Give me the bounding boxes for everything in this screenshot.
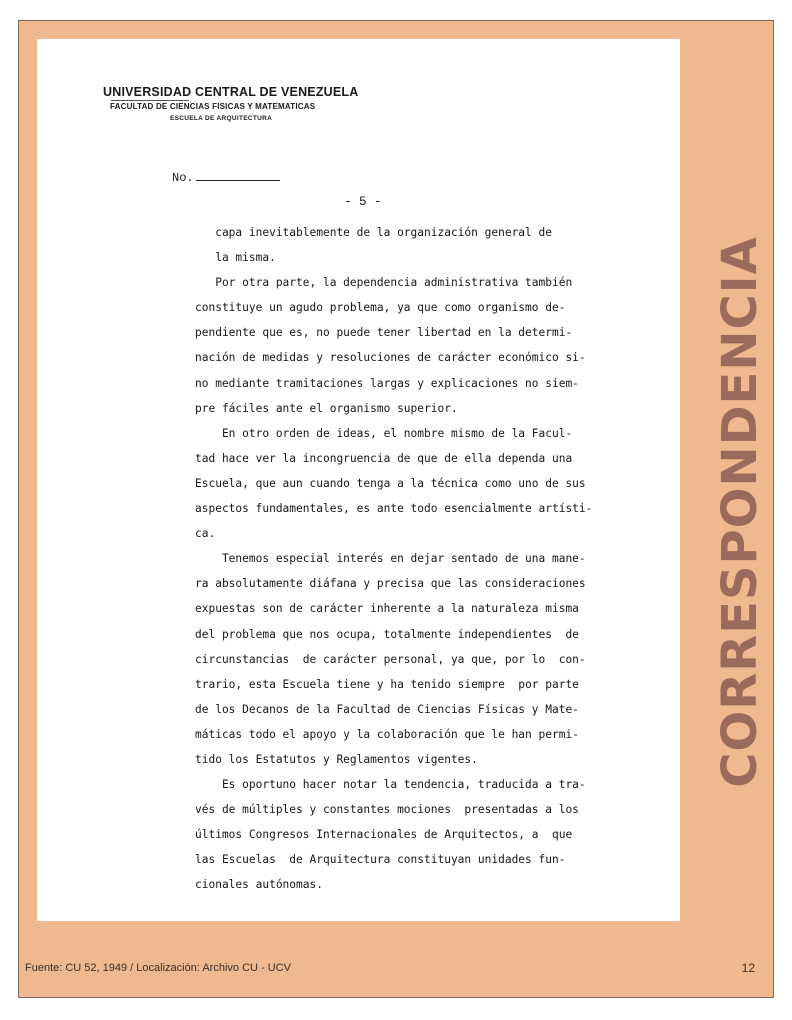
text-line: circunstancias de carácter personal, ya que, por lo con- — [195, 652, 586, 666]
text-line: aspectos fundamentales, es ante todo esencialmente artísti- — [195, 502, 593, 516]
text-line: pendiente que es, no puede tener libertad en la determi- — [195, 326, 573, 340]
text-line: vés de múltiples y constantes mociones presentadas a los — [195, 803, 579, 817]
side-title-text: CORRESPONDENCIA — [712, 236, 768, 788]
university-name: UNIVERSIDAD CENTRAL DE VENEZUELA — [103, 85, 359, 99]
text-line: máticas todo el apoyo y la colaboración que le han permi- — [195, 727, 579, 741]
number-blank — [196, 170, 280, 181]
page-frame — [18, 20, 774, 998]
document-number — [172, 170, 280, 185]
text-line: la misma. — [195, 251, 276, 265]
text-line: expuestas son de carácter inherente a la naturaleza misma — [195, 602, 579, 616]
text-line: tad hace ver la incongruencia de que de ella dependa una — [195, 451, 573, 465]
number-label: No. — [172, 171, 194, 185]
text-line: ra absolutamente diáfana y precisa que las consideraciones — [195, 577, 586, 591]
letter-body — [195, 220, 592, 898]
text-line: tido los Estatutos y Reglamentos vigentes. — [195, 752, 478, 766]
text-line: pre fáciles ante el organismo superior. — [195, 401, 458, 415]
school-name: ESCUELA DE ARQUITECTURA — [170, 115, 273, 122]
page-marker: - 5 - — [344, 195, 382, 209]
text-line: capa inevitablemente de la organización general de — [195, 226, 552, 239]
text-line: Tenemos especial interés en dejar sentado de una mane- — [195, 552, 586, 566]
letterhead — [103, 85, 359, 122]
side-title — [709, 81, 771, 943]
text-line: constituye un agudo problema, ya que como organismo de- — [195, 301, 566, 315]
letterhead-rule — [111, 100, 189, 101]
text-line: ca. — [195, 527, 216, 541]
document-scan — [37, 39, 680, 921]
text-line: Escuela, que aun cuando tenga a la técnica como uno de sus — [195, 476, 586, 490]
text-line: las Escuelas de Arquitectura constituyan unidades fun- — [195, 853, 566, 867]
text-line: no mediante tramitaciones largas y explicaciones no siem- — [195, 376, 579, 390]
text-line: Es oportuno hacer notar la tendencia, traducida a tra- — [195, 778, 586, 792]
footer-source: Fuente: CU 52, 1949 / Localización: Archivo CU - UCV — [25, 962, 291, 974]
text-line: En otro orden de ideas, el nombre mismo de la Facul- — [195, 426, 573, 440]
text-line: nación de medidas y resoluciones de carácter económico si- — [195, 351, 586, 365]
text-line: de los Decanos de la Facultad de Ciencias Físicas y Mate- — [195, 702, 579, 716]
text-line: últimos Congresos Internacionales de Arquitectos, a que — [195, 828, 573, 842]
text-line: del problema que nos ocupa, totalmente independientes de — [195, 627, 579, 641]
text-line: trario, esta Escuela tiene y ha tenido siempre por parte — [195, 677, 579, 691]
text-line: cionales autónomas. — [195, 878, 323, 892]
faculty-name: FACULTAD DE CIENCIAS FISICAS Y MATEMATICAS — [110, 102, 316, 111]
footer-page-number: 12 — [741, 961, 755, 975]
text-line: Por otra parte, la dependencia administrativa también — [195, 276, 573, 290]
